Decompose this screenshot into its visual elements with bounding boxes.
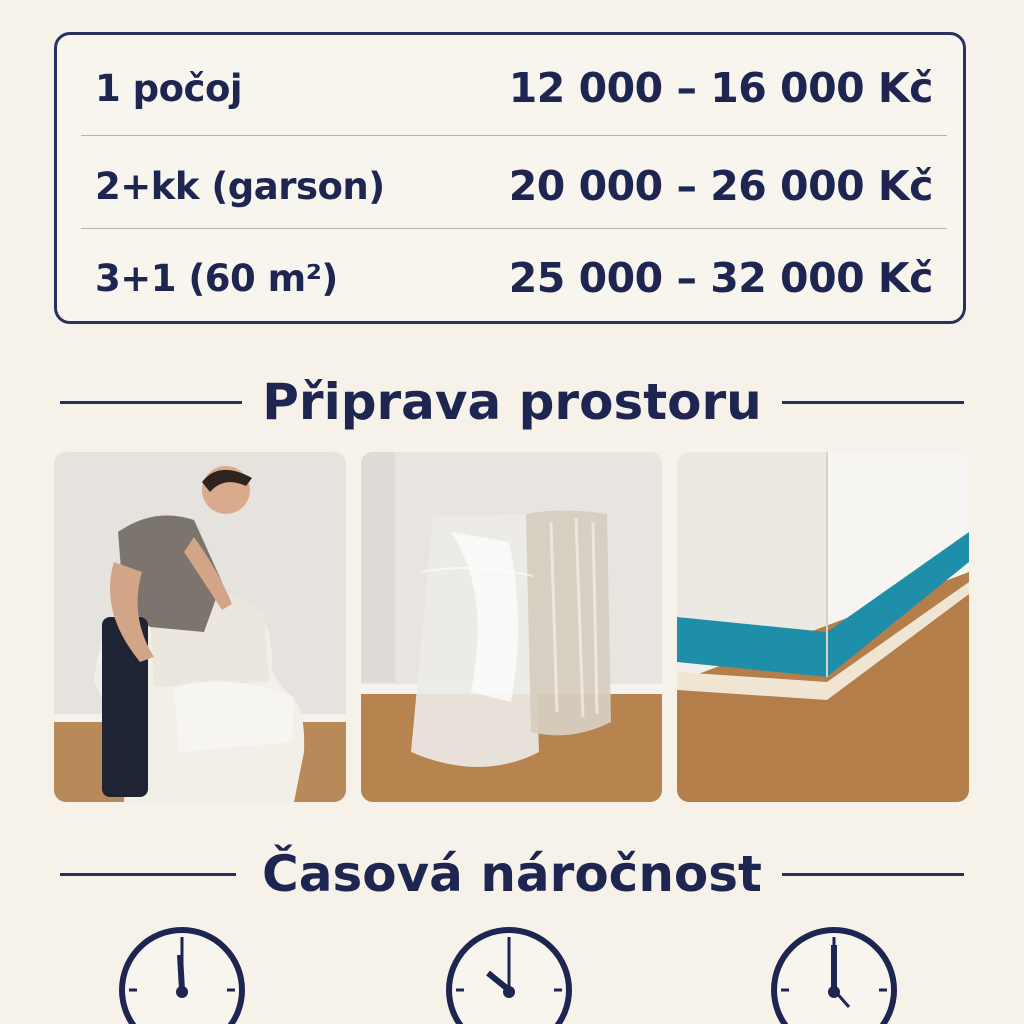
section-heading-time (0, 834, 1024, 914)
row-divider (81, 228, 947, 229)
section-title: Připrava prostoru (262, 373, 762, 431)
row-label: 2+kk (garson) (95, 164, 385, 208)
heading-rule (782, 401, 964, 404)
clock-icon (117, 925, 247, 1024)
row-price: 12 000 – 16 000 Kč (508, 64, 933, 112)
row-label: 3+1 (60 m²) (95, 256, 338, 300)
section-heading-preparation (0, 362, 1024, 442)
price-row (57, 231, 963, 325)
photo-armchair-covering (54, 452, 346, 802)
heading-rule (782, 873, 964, 876)
section-title: Časová náročnost (262, 845, 762, 903)
photo-plastic-wrapped-furniture (361, 452, 662, 802)
price-row (57, 41, 963, 135)
row-label: 1 počoj (95, 66, 243, 110)
row-price: 25 000 – 32 000 Kč (508, 254, 933, 302)
price-row (57, 139, 963, 233)
photo-taped-baseboard (677, 452, 969, 802)
clock-icon (444, 925, 574, 1024)
row-price: 20 000 – 26 000 Kč (508, 162, 933, 210)
clock-icon (769, 925, 899, 1024)
price-table (54, 32, 966, 324)
row-divider (81, 135, 947, 136)
